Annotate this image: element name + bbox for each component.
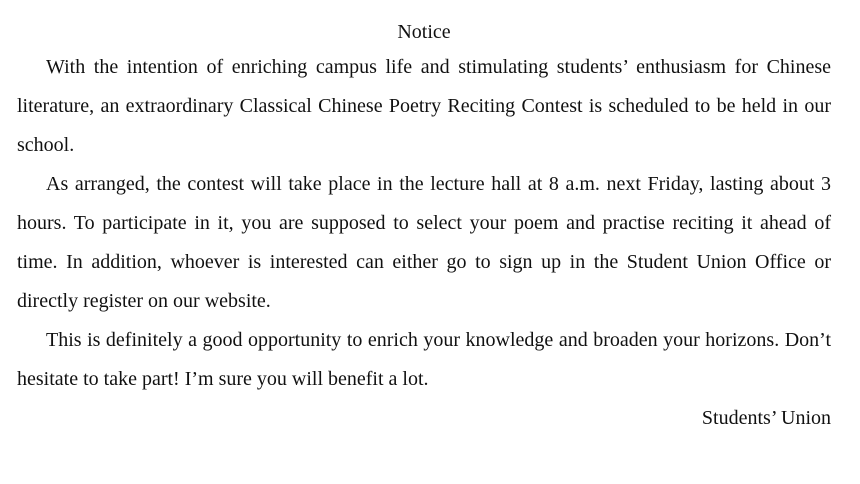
notice-paragraph-encouragement: This is definitely a good opportunity to enrich your knowledge and broaden your horizons. Don’t hesitate to take part! I’m sure you will benefit a lot. (17, 329, 831, 390)
notice-paragraph-purpose: With the intention of enriching campus life and stimulating students’ enthusiasm for Chinese literature, an extraordinary Classical Chinese Poetry Reciting Contest is scheduled to be held in our school. (17, 56, 831, 156)
notice-signature: Students’ Union (701, 407, 831, 429)
notice-title: Notice (397, 21, 451, 43)
notice-paragraph-arrangement: As arranged, the contest will take place in the lecture hall at 8 a.m. next Friday, lasting about 3 hours. To participate in it, you are supposed to select your poem and practise reciting it ahead of time. In addition, whoever is interested can either go to sign up in the Student Union Office or directly register on our website. (17, 173, 831, 312)
